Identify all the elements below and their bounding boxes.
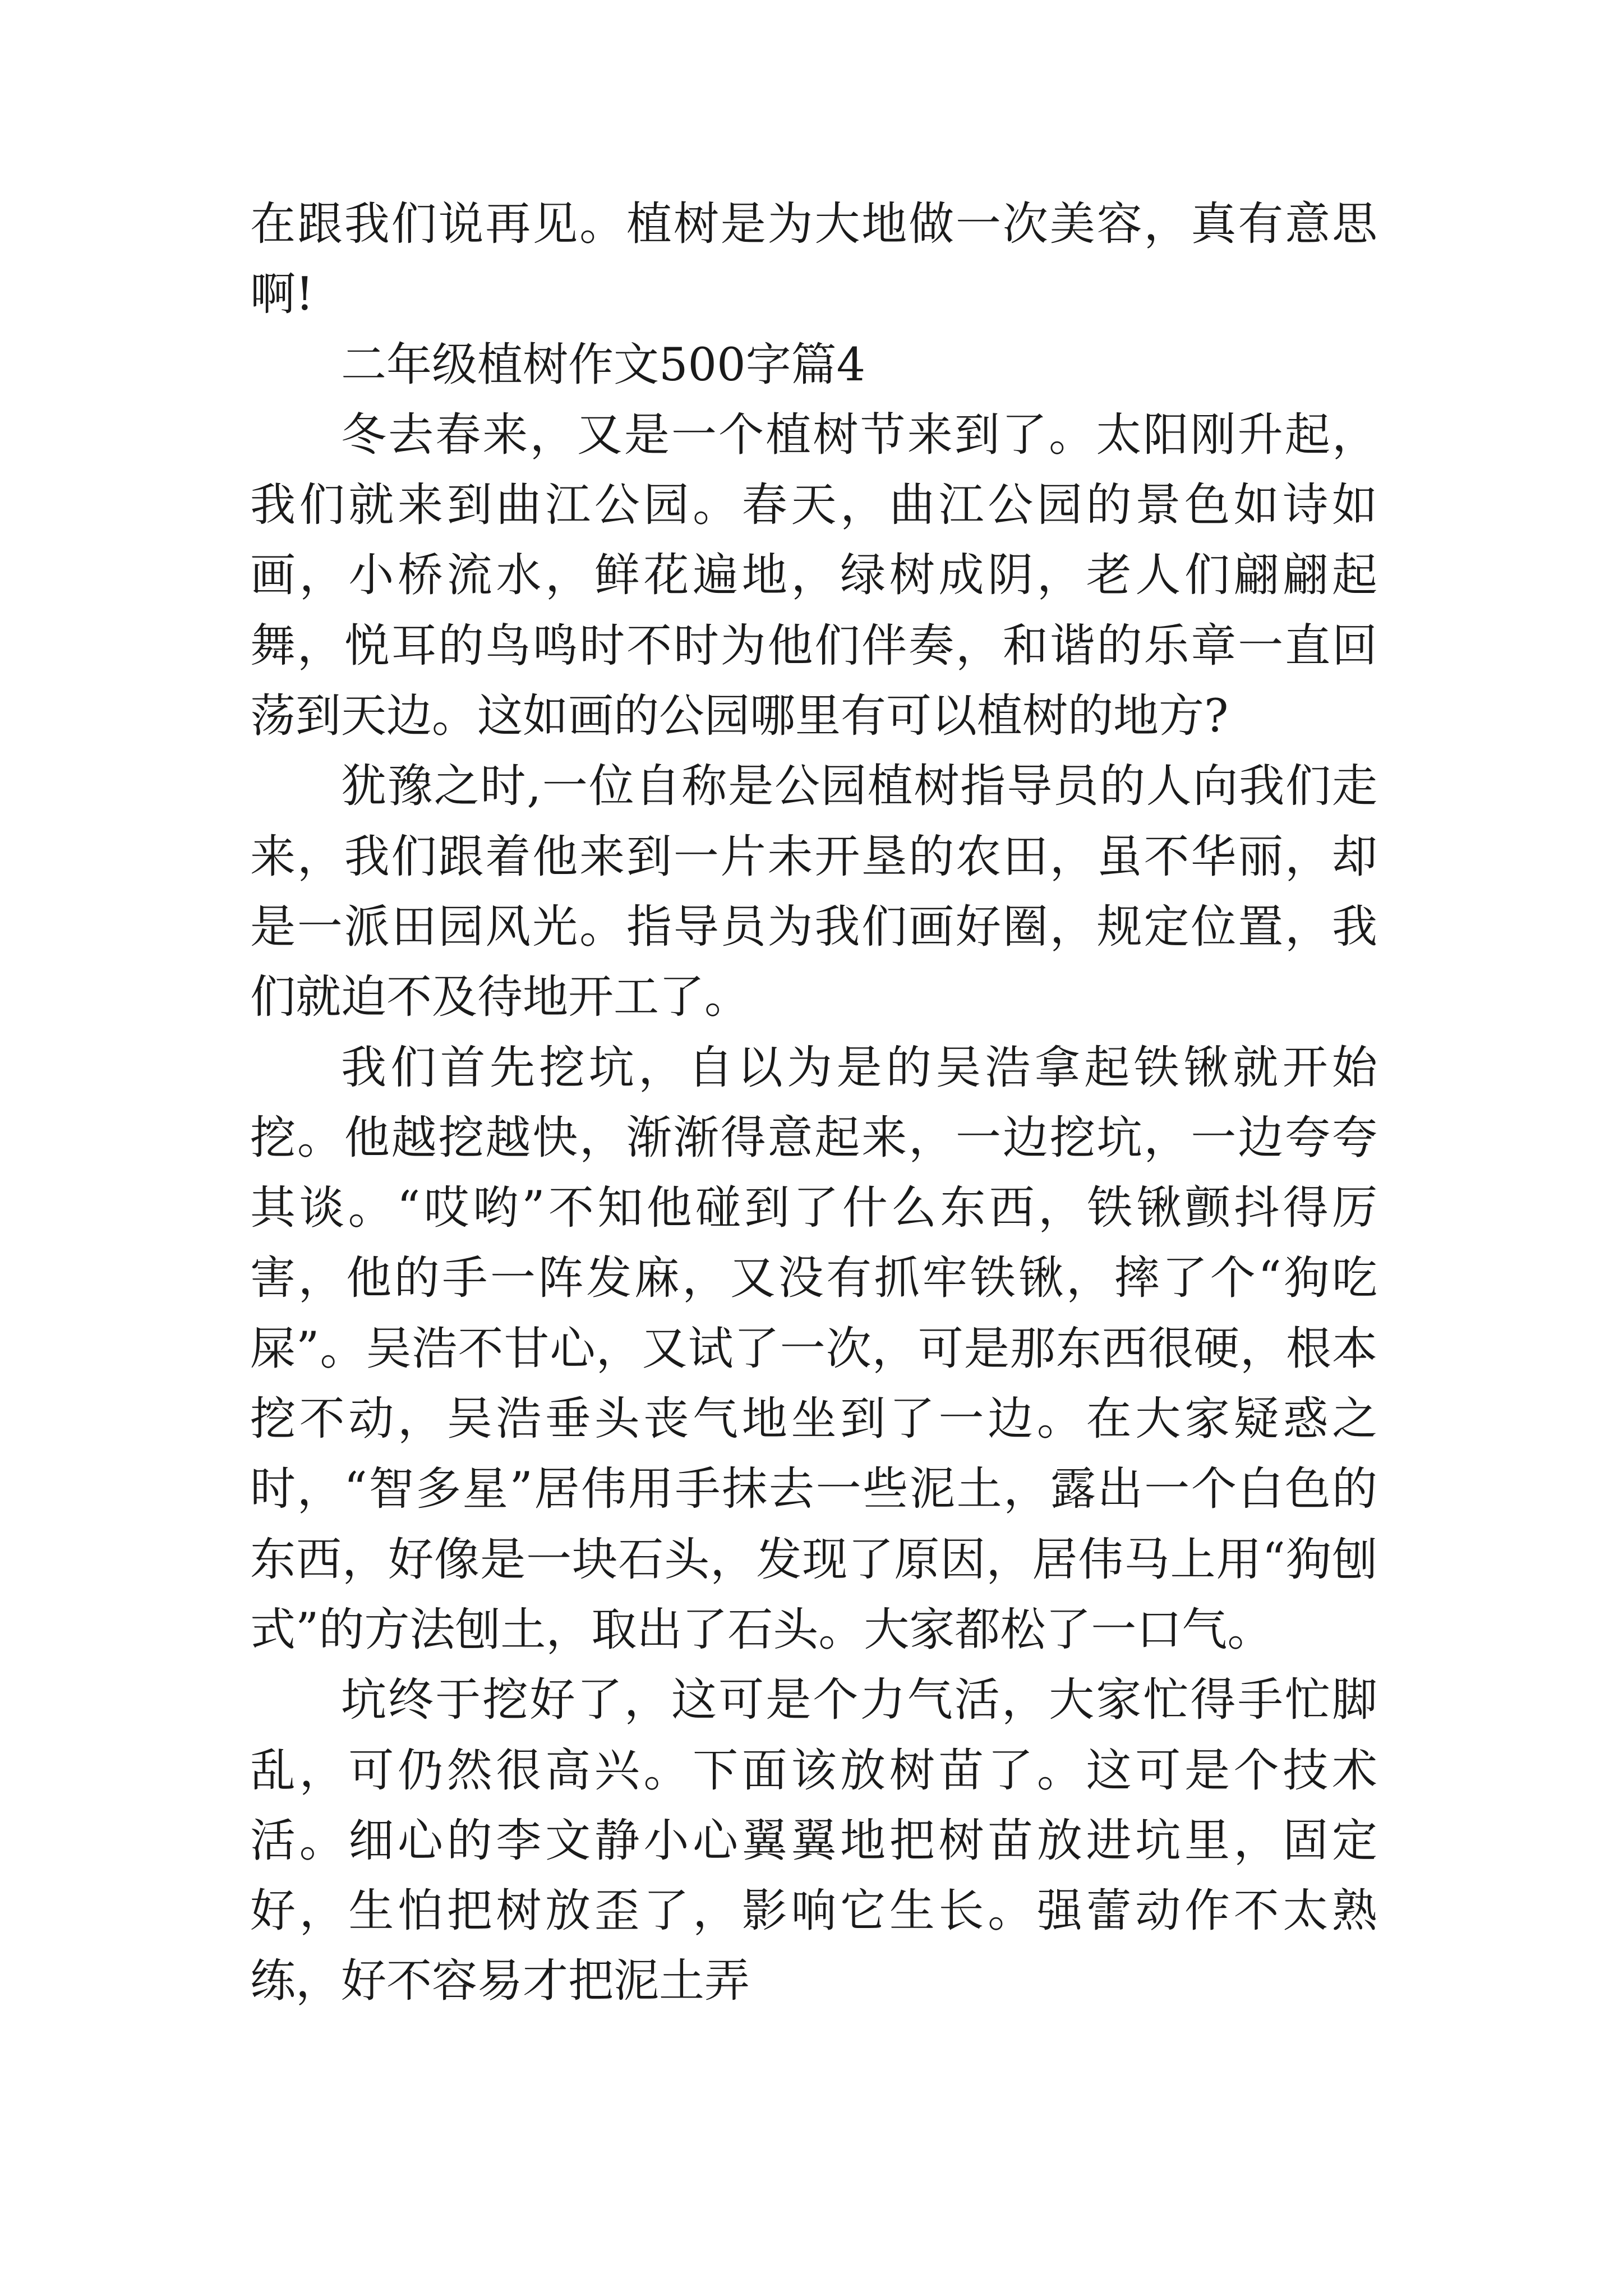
body-paragraph: 坑终于挖好了，这可是个力气活，大家忙得手忙脚乱，可仍然很高兴。下面该放树苗了。这可是个技术活。细心的李文静小心翼翼地把树苗放进坑里，固定好，生怕把树放歪了，影响它生长。强蕾动作不太熟练，好不容易才把泥土弄 (250, 1674, 1377, 2008)
body-paragraph: 犹豫之时,一位自称是公园植树指导员的人向我们走来，我们跟着他来到一片未开垦的农田，虽不华丽，却是一派田园风光。指导员为我们画好圈，规定位置，我们就迫不及待地开工了。 (250, 760, 1377, 1024)
document-body (250, 190, 1377, 2017)
continuation-paragraph: 在跟我们说再见。植树是为大地做一次美容，真有意思啊! (250, 198, 1377, 321)
body-paragraph: 我们首先挖坑，自以为是的吴浩拿起铁锹就开始挖。他越挖越快，渐渐得意起来，一边挖坑，一边夸夸其谈。“哎哟”不知他碰到了什么东西，铁锹颤抖得厉害，他的手一阵发麻，又没有抓牢铁锹，摔了个“狗吃屎”。吴浩不甘心，又试了一次，可是那东西很硬，根本挖不动，吴浩垂头丧气地坐到了一边。在大家疑惑之时，“智多星”居伟用手抹去一些泥土，露出一个白色的东西，好像是一块石头，发现了原因，居伟马上用“狗刨式”的方法刨土，取出了石头。大家都松了一口气。 (250, 1041, 1377, 1657)
body-paragraph: 冬去春来，又是一个植树节来到了。太阳刚升起，我们就来到曲江公园。春天，曲江公园的景色如诗如画，小桥流水，鲜花遍地，绿树成阴，老人们翩翩起舞，悦耳的鸟鸣时不时为他们伴奏，和谐的乐章一直回荡到天边。这如画的公园哪里有可以植树的地方? (250, 408, 1377, 743)
section-heading: 二年级植树作文500字篇4 (341, 338, 866, 392)
